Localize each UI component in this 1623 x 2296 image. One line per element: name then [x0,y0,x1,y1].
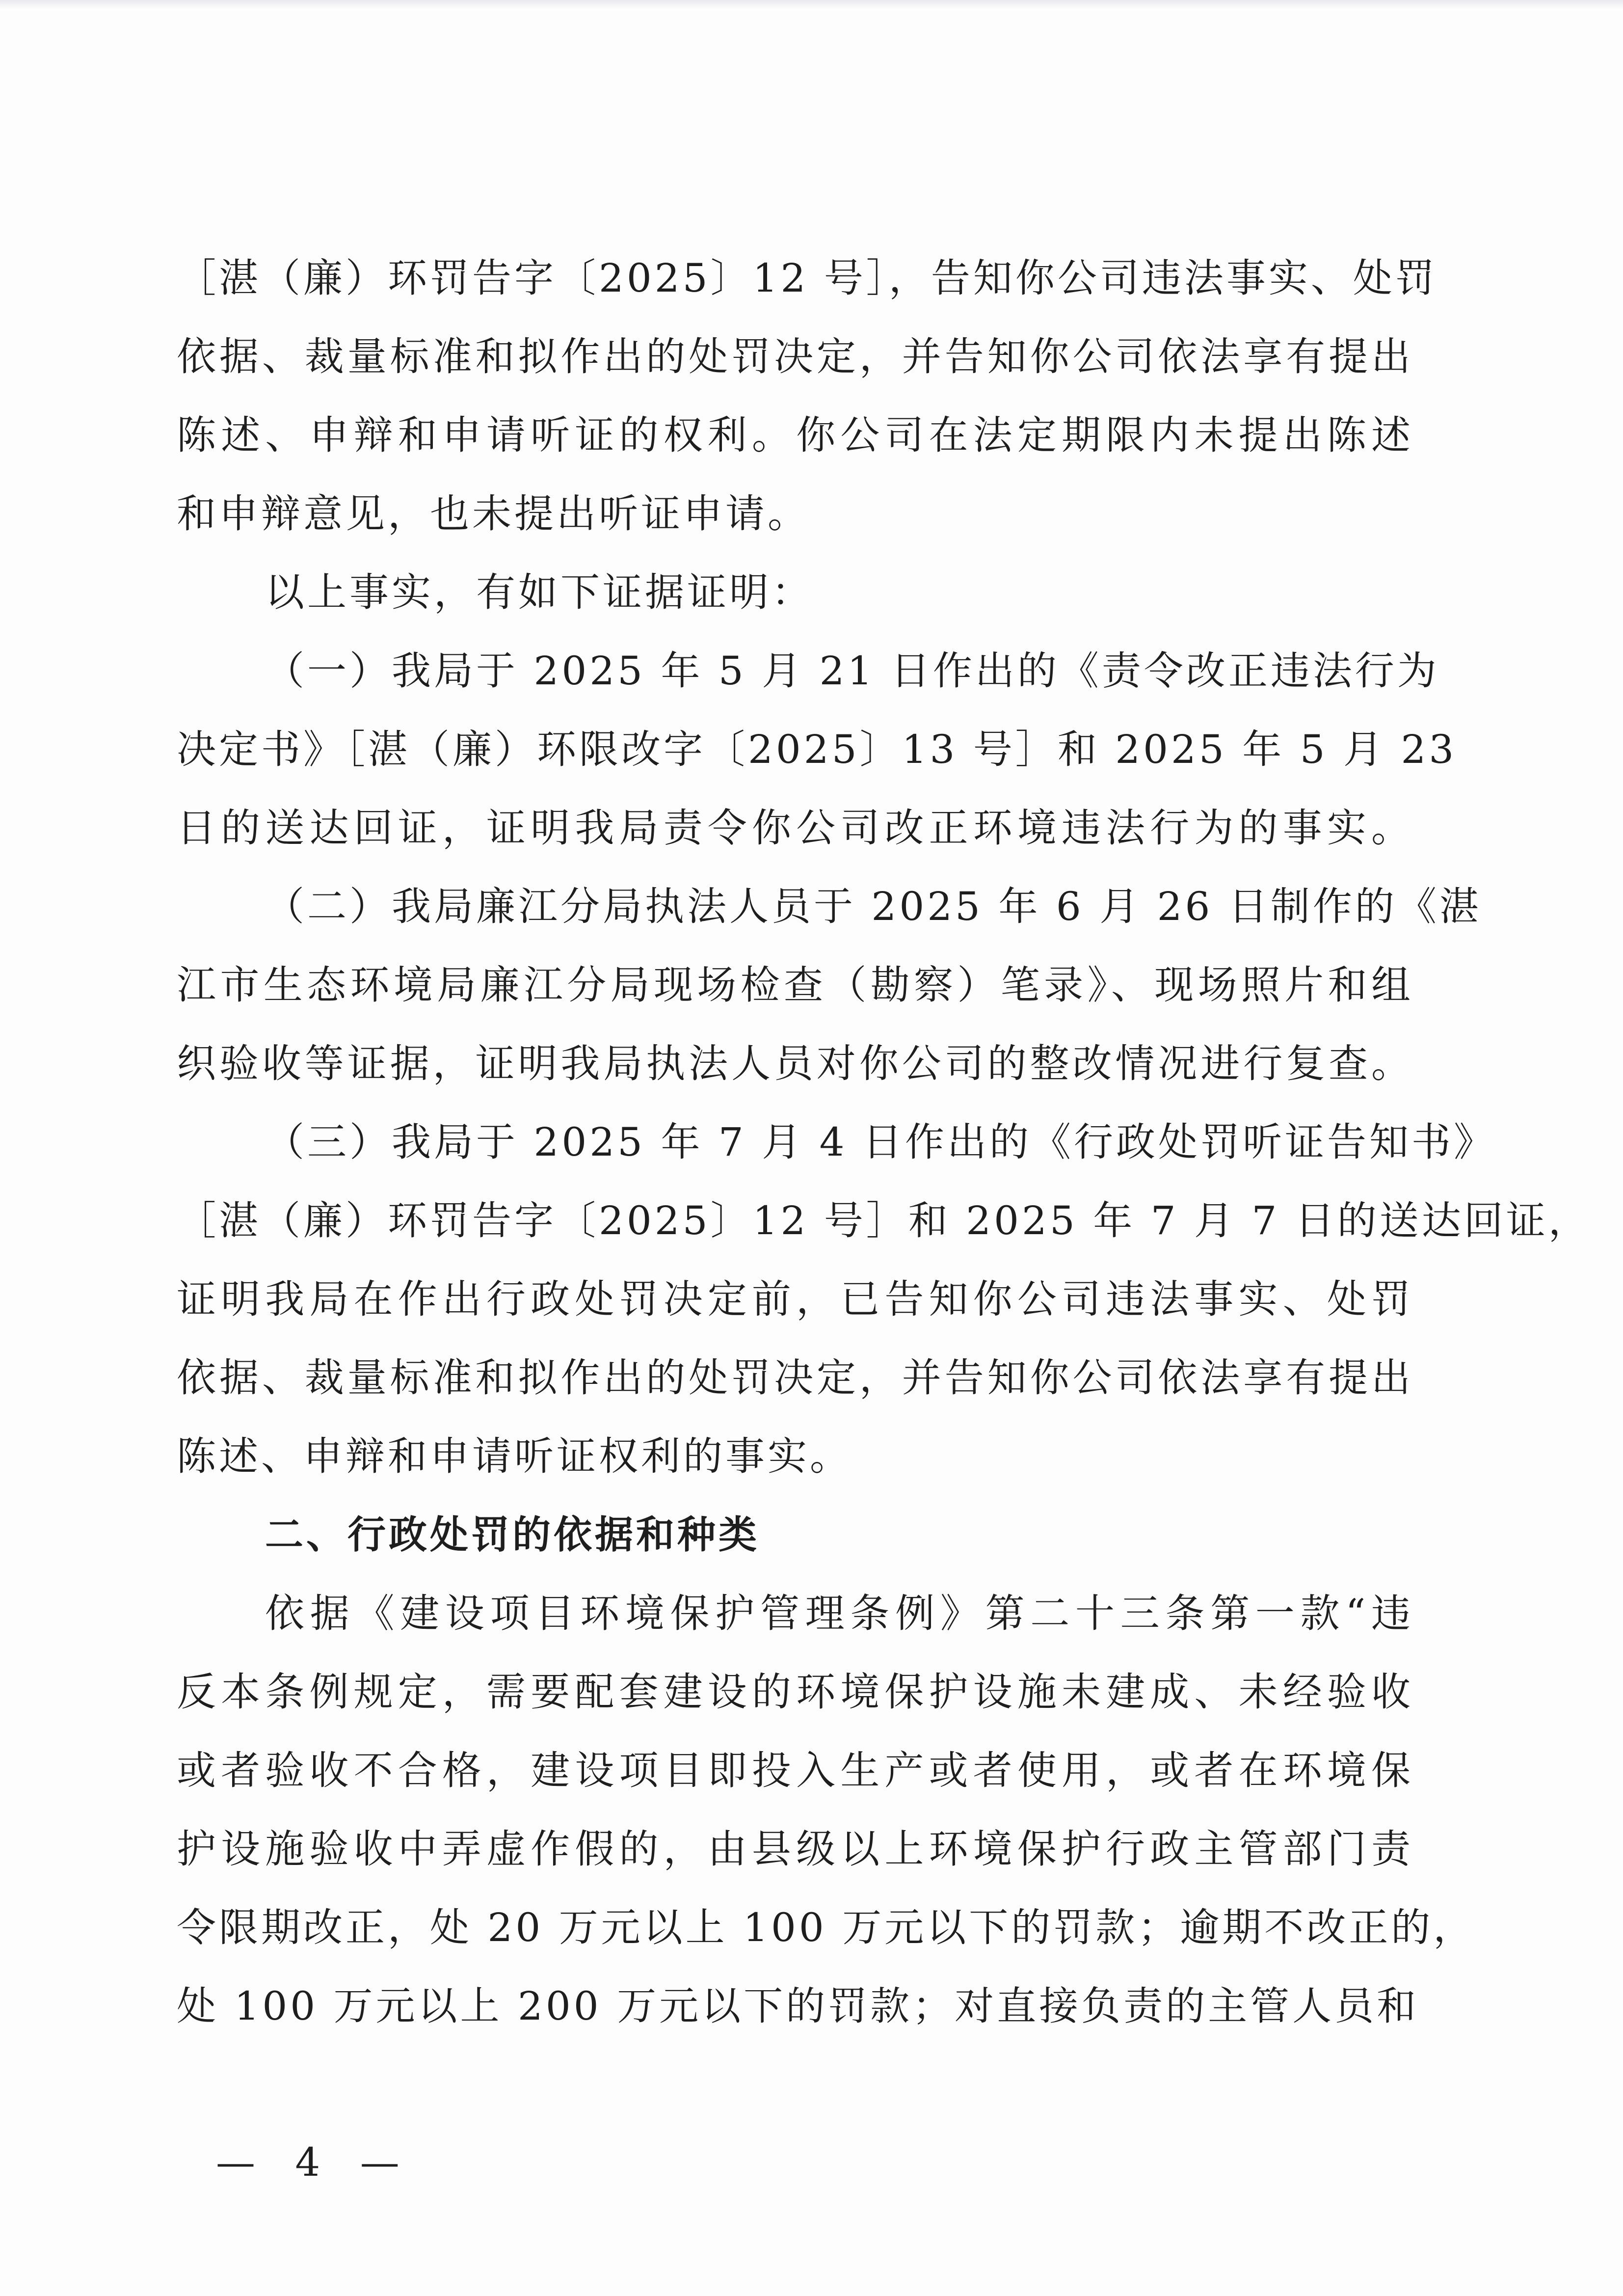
text-line-2: 依据、裁量标准和拟作出的处罚决定，并告知你公司依法享有提出 [177,334,1413,379]
text-line-3: 陈述、申辩和申请听证的权利。你公司在法定期限内未提出陈述 [177,412,1413,458]
evidence-1-line-1: （一）我局于 2025 年 5 月 21 日作出的《责令改正违法行为 [265,648,1439,694]
scan-top-edge [0,0,1623,9]
basis-line-5: 令限期改正，处 20 万元以上 100 万元以下的罚款；逾期不改正的， [177,1905,1476,1950]
evidence-2-line-1: （二）我局廉江分局执法人员于 2025 年 6 月 26 日制作的《湛 [265,884,1482,929]
evidence-1-line-2: 决定书》［湛（廉）环限改字〔2025〕13 号］和 2025 年 5 月 23 [177,727,1457,772]
evidence-1-line-3: 日的送达回证，证明我局责令你公司改正环境违法行为的事实。 [177,805,1413,851]
evidence-3-line-4: 依据、裁量标准和拟作出的处罚决定，并告知你公司依法享有提出 [177,1355,1413,1401]
text-line-1: ［湛（廉）环罚告字〔2025〕12 号］，告知你公司违法事实、处罚 [177,255,1437,301]
basis-line-4: 护设施验收中弄虚作假的，由县级以上环境保护行政主管部门责 [177,1826,1413,1872]
basis-line-6: 处 100 万元以上 200 万元以下的罚款；对直接负责的主管人员和 [177,1983,1419,2029]
evidence-3-line-1: （三）我局于 2025 年 7 月 4 日作出的《行政处罚听证告知书》 [265,1119,1496,1165]
basis-line-3: 或者验收不合格，建设项目即投入生产或者使用，或者在环境保 [177,1748,1413,1793]
evidence-3-line-2: ［湛（廉）环罚告字〔2025〕12 号］和 2025 年 7 月 7 日的送达回证， [177,1198,1591,1243]
text-line-4: 和申辩意见，也未提出听证申请。 [177,491,810,537]
basis-line-2: 反本条例规定，需要配套建设的环境保护设施未建成、未经验收 [177,1669,1413,1715]
basis-line-1: 依据《建设项目环境保护管理条例》第二十三条第一款“违 [265,1591,1413,1636]
section-heading-penalty-basis: 二、行政处罚的依据和种类 [265,1513,760,1557]
evidence-3-line-5: 陈述、申辩和申请听证权利的事实。 [177,1433,852,1479]
evidence-intro: 以上事实，有如下证据证明： [265,569,814,615]
evidence-3-line-3: 证明我局在作出行政处罚决定前，已告知你公司违法事实、处罚 [177,1276,1413,1322]
page-number: — 4 — [216,2139,413,2185]
evidence-2-line-3: 织验收等证据，证明我局执法人员对你公司的整改情况进行复查。 [177,1041,1413,1086]
evidence-2-line-2: 江市生态环境局廉江分局现场检查（勘察）笔录》、现场照片和组 [177,962,1413,1008]
